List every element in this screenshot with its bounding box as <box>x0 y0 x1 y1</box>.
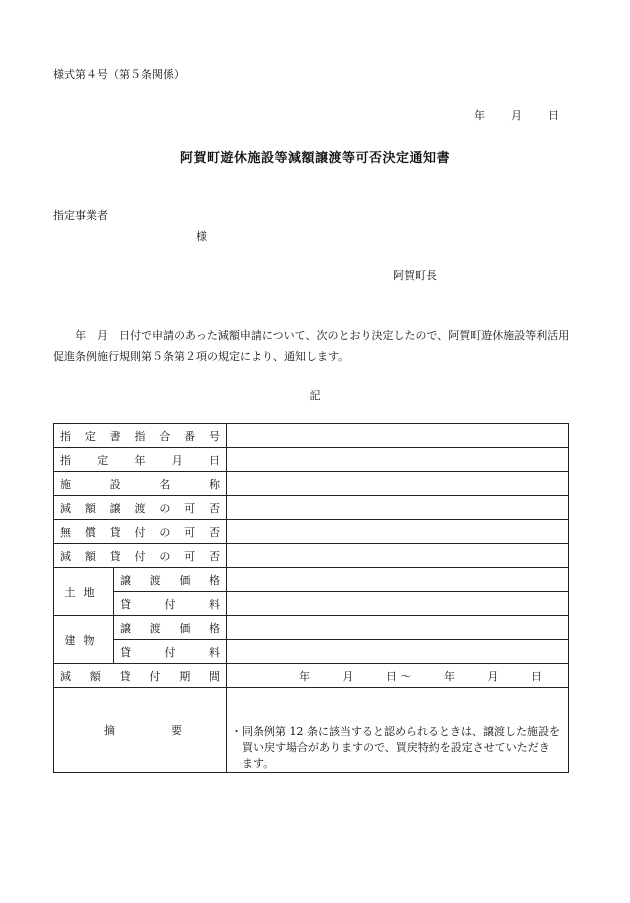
row-label <box>54 496 227 520</box>
label-char: 号 <box>208 429 220 443</box>
label-char: 料 <box>209 597 220 611</box>
table-row <box>54 664 569 688</box>
value-cell <box>227 640 569 664</box>
label-char: 額 <box>84 549 96 563</box>
label-char: 付 <box>134 549 146 563</box>
label-char: 合 <box>159 429 171 443</box>
label-char: の <box>159 501 171 515</box>
date-month: 月 <box>511 109 522 122</box>
row-label <box>114 640 227 664</box>
row-label-text <box>60 500 220 516</box>
label-char: 指 <box>60 429 71 443</box>
table-row <box>54 544 569 568</box>
summary-label <box>54 688 227 773</box>
table-row <box>54 568 569 592</box>
label-char: 日 〜 <box>386 669 412 683</box>
label-char: 価 <box>179 573 191 587</box>
period-value-cell <box>227 664 569 688</box>
label-char: 称 <box>208 477 220 491</box>
row-label-text <box>60 452 220 468</box>
label-char: 貸 <box>119 669 131 683</box>
label-char: 譲 <box>109 501 121 515</box>
label-char: 指 <box>134 429 146 443</box>
label-char: 定 <box>84 429 96 443</box>
label-char: 番 <box>184 429 196 443</box>
date-day: 日 <box>548 109 559 122</box>
recipient-label: 指定事業者 <box>53 209 108 222</box>
summary-note: 同条例第 12 条に該当すると認められるときは、譲渡した施設を買い戻す場合がありますので、買戻特約を設定させていただきます。 <box>242 725 560 770</box>
land-group-label: 土地 <box>54 568 114 616</box>
row-label <box>54 472 227 496</box>
row-label-text <box>60 428 220 444</box>
row-label-text <box>120 596 220 612</box>
label-char: 譲 <box>120 621 131 635</box>
label-char: 年 <box>299 669 310 683</box>
summary-label-text <box>54 722 226 738</box>
value-cell <box>227 448 569 472</box>
label-char: 付 <box>164 645 176 659</box>
form-number: 様式第４号（第５条関係） <box>53 68 185 81</box>
label-char: 月 <box>171 453 183 467</box>
label-char: 格 <box>208 573 220 587</box>
label-char: 渡 <box>149 573 161 587</box>
row-label <box>54 544 227 568</box>
label-char: 貸 <box>109 525 121 539</box>
row-label <box>114 616 227 640</box>
label-char: 額 <box>89 669 101 683</box>
period-label-text <box>60 668 220 684</box>
label-char: 減 <box>60 501 71 515</box>
label-char: 可 <box>184 549 196 563</box>
value-cell <box>227 496 569 520</box>
label-char: 貸 <box>120 597 131 611</box>
table-row <box>54 472 569 496</box>
label-char: 日 <box>531 669 542 683</box>
table-row <box>54 496 569 520</box>
row-label <box>114 568 227 592</box>
date-year: 年 <box>474 109 485 122</box>
label-char: 付 <box>164 597 176 611</box>
label-char: 料 <box>209 645 220 659</box>
body-text: 年 月 日付で申請のあった減額申請について、次のとおり決定したので、阿賀町遊休施設等利活用促進条例施行規則第５条第２項の規定により、通知します。 <box>53 329 570 363</box>
label-char: 譲 <box>120 573 131 587</box>
label-char: 償 <box>84 525 96 539</box>
row-label-text <box>60 548 220 564</box>
table-row <box>54 520 569 544</box>
row-label <box>54 424 227 448</box>
label-char: 年 <box>444 669 455 683</box>
label-char: 日 <box>209 453 220 467</box>
label-char: 期 <box>179 669 191 683</box>
row-label <box>114 592 227 616</box>
label-char: 付 <box>134 525 146 539</box>
building-group-label: 建物 <box>54 616 114 664</box>
table-row <box>54 592 569 616</box>
label-char: 減 <box>60 669 71 683</box>
value-cell <box>227 592 569 616</box>
label-char: 摘 <box>104 724 115 737</box>
table-row <box>54 448 569 472</box>
document-title: 阿賀町遊休施設等減額譲渡等可否決定通知書 <box>179 151 450 166</box>
date-line <box>474 107 559 123</box>
row-label <box>54 664 227 688</box>
label-char: 価 <box>179 621 191 635</box>
label-char: 設 <box>109 477 121 491</box>
label-char: 減 <box>60 549 71 563</box>
table-row <box>54 424 569 448</box>
label-char: の <box>159 525 171 539</box>
value-cell <box>227 544 569 568</box>
recipient-honorific: 様 <box>196 230 207 243</box>
label-char: 無 <box>60 525 71 539</box>
row-label <box>54 448 227 472</box>
row-label-text <box>60 476 220 492</box>
label-char: 貸 <box>120 645 131 659</box>
label-char: 可 <box>184 525 196 539</box>
table-row <box>54 640 569 664</box>
label-char: 額 <box>84 501 96 515</box>
value-cell <box>227 520 569 544</box>
value-cell <box>227 616 569 640</box>
label-char: 年 <box>134 453 146 467</box>
label-char: 渡 <box>134 501 146 515</box>
label-char: 要 <box>171 724 182 737</box>
label-char: 可 <box>184 501 196 515</box>
row-label-text <box>60 524 220 540</box>
label-char: 月 <box>487 669 499 683</box>
label-char: 指 <box>60 453 71 467</box>
label-char: 名 <box>159 477 171 491</box>
label-char: 書 <box>109 429 121 443</box>
label-char: 否 <box>208 501 220 515</box>
label-char: 間 <box>208 669 220 683</box>
period-value <box>227 668 568 684</box>
label-char: 貸 <box>109 549 121 563</box>
label-char: の <box>159 549 171 563</box>
label-char: 定 <box>97 453 109 467</box>
label-char: 施 <box>60 477 71 491</box>
label-char: 付 <box>149 669 161 683</box>
value-cell <box>227 568 569 592</box>
label-char: 月 <box>342 669 354 683</box>
table-row <box>54 616 569 640</box>
label-char: 格 <box>208 621 220 635</box>
value-cell <box>227 424 569 448</box>
sender-name: 阿賀町長 <box>393 269 437 282</box>
row-label-text <box>120 644 220 660</box>
row-label-text <box>120 572 220 588</box>
label-char: 否 <box>208 549 220 563</box>
ki-heading: 記 <box>309 389 321 402</box>
row-label <box>54 520 227 544</box>
label-char: 渡 <box>149 621 161 635</box>
table-row <box>54 688 569 773</box>
summary-note-cell <box>227 688 569 773</box>
value-cell <box>227 472 569 496</box>
decision-table <box>53 423 569 773</box>
label-char: 否 <box>208 525 220 539</box>
row-label-text <box>120 620 220 636</box>
summary-bullet: ・ <box>231 725 242 738</box>
